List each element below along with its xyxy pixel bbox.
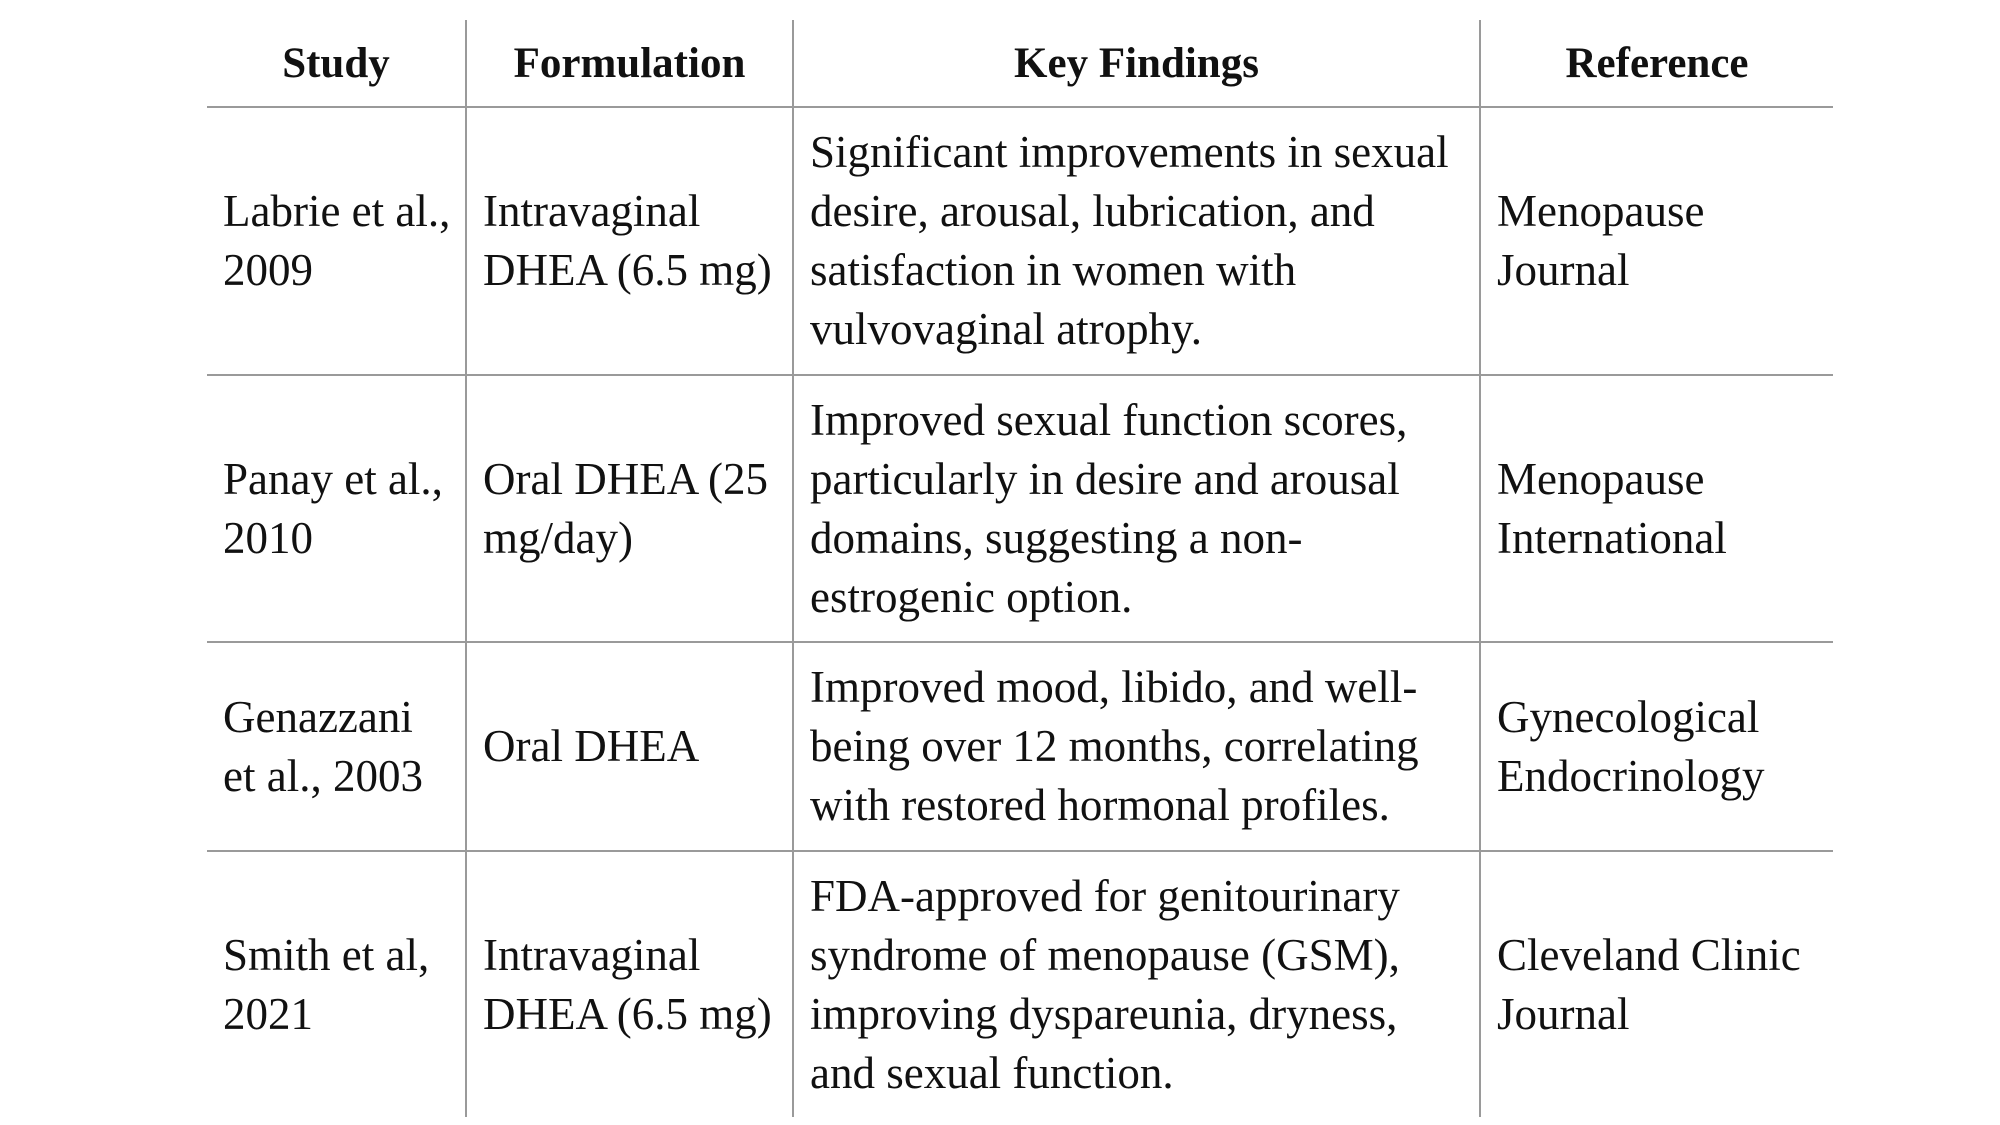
cell-key-findings: Improved mood, libido, and well-being over 12 months, correlating with restored hormonal profiles. (793, 642, 1480, 851)
cell-key-findings: Significant improvements in sexual desire, arousal, lubrication, and satisfaction in women with vulvovaginal atrophy. (793, 107, 1480, 375)
cell-study: Labrie et al., 2009 (207, 107, 466, 375)
cell-reference: Cleveland Clinic Journal (1480, 851, 1833, 1117)
cell-reference: Menopause Journal (1480, 107, 1833, 375)
header-reference: Reference (1480, 20, 1833, 107)
table-row (207, 107, 1833, 375)
cell-reference: Menopause International (1480, 375, 1833, 642)
cell-reference: Gynecological Endocrinology (1480, 642, 1833, 851)
cell-study: Smith et al, 2021 (223, 929, 430, 1039)
table-row (207, 642, 1833, 851)
table-row (207, 851, 1833, 1117)
header-formulation: Formulation (466, 20, 793, 107)
cell-key-findings: Improved sexual function scores, particularly in desire and arousal domains, suggesting a non-estrogenic option. (793, 375, 1480, 642)
table-row (207, 375, 1833, 642)
cell-formulation: Intravaginal DHEA (6.5 mg) (466, 107, 793, 375)
cell-key-findings: FDA-approved for genitourinary syndrome of menopause (GSM), improving dyspareunia, dryness, and sexual function. (793, 851, 1480, 1117)
cell-formulation: Oral DHEA (25 mg/day) (466, 375, 793, 642)
cell-formulation: Oral DHEA (466, 642, 793, 851)
header-key-findings: Key Findings (793, 20, 1480, 107)
table-header-row (207, 20, 1833, 107)
cell-formulation: Intravaginal DHEA (6.5 mg) (466, 851, 793, 1117)
cell-study: Panay et al., 2010 (207, 375, 466, 642)
cell-study: Genazzani et al., 2003 (207, 642, 466, 851)
dhea-studies-table-container (207, 20, 1833, 1117)
dhea-studies-table (207, 20, 1833, 1117)
header-study: Study (207, 20, 466, 107)
